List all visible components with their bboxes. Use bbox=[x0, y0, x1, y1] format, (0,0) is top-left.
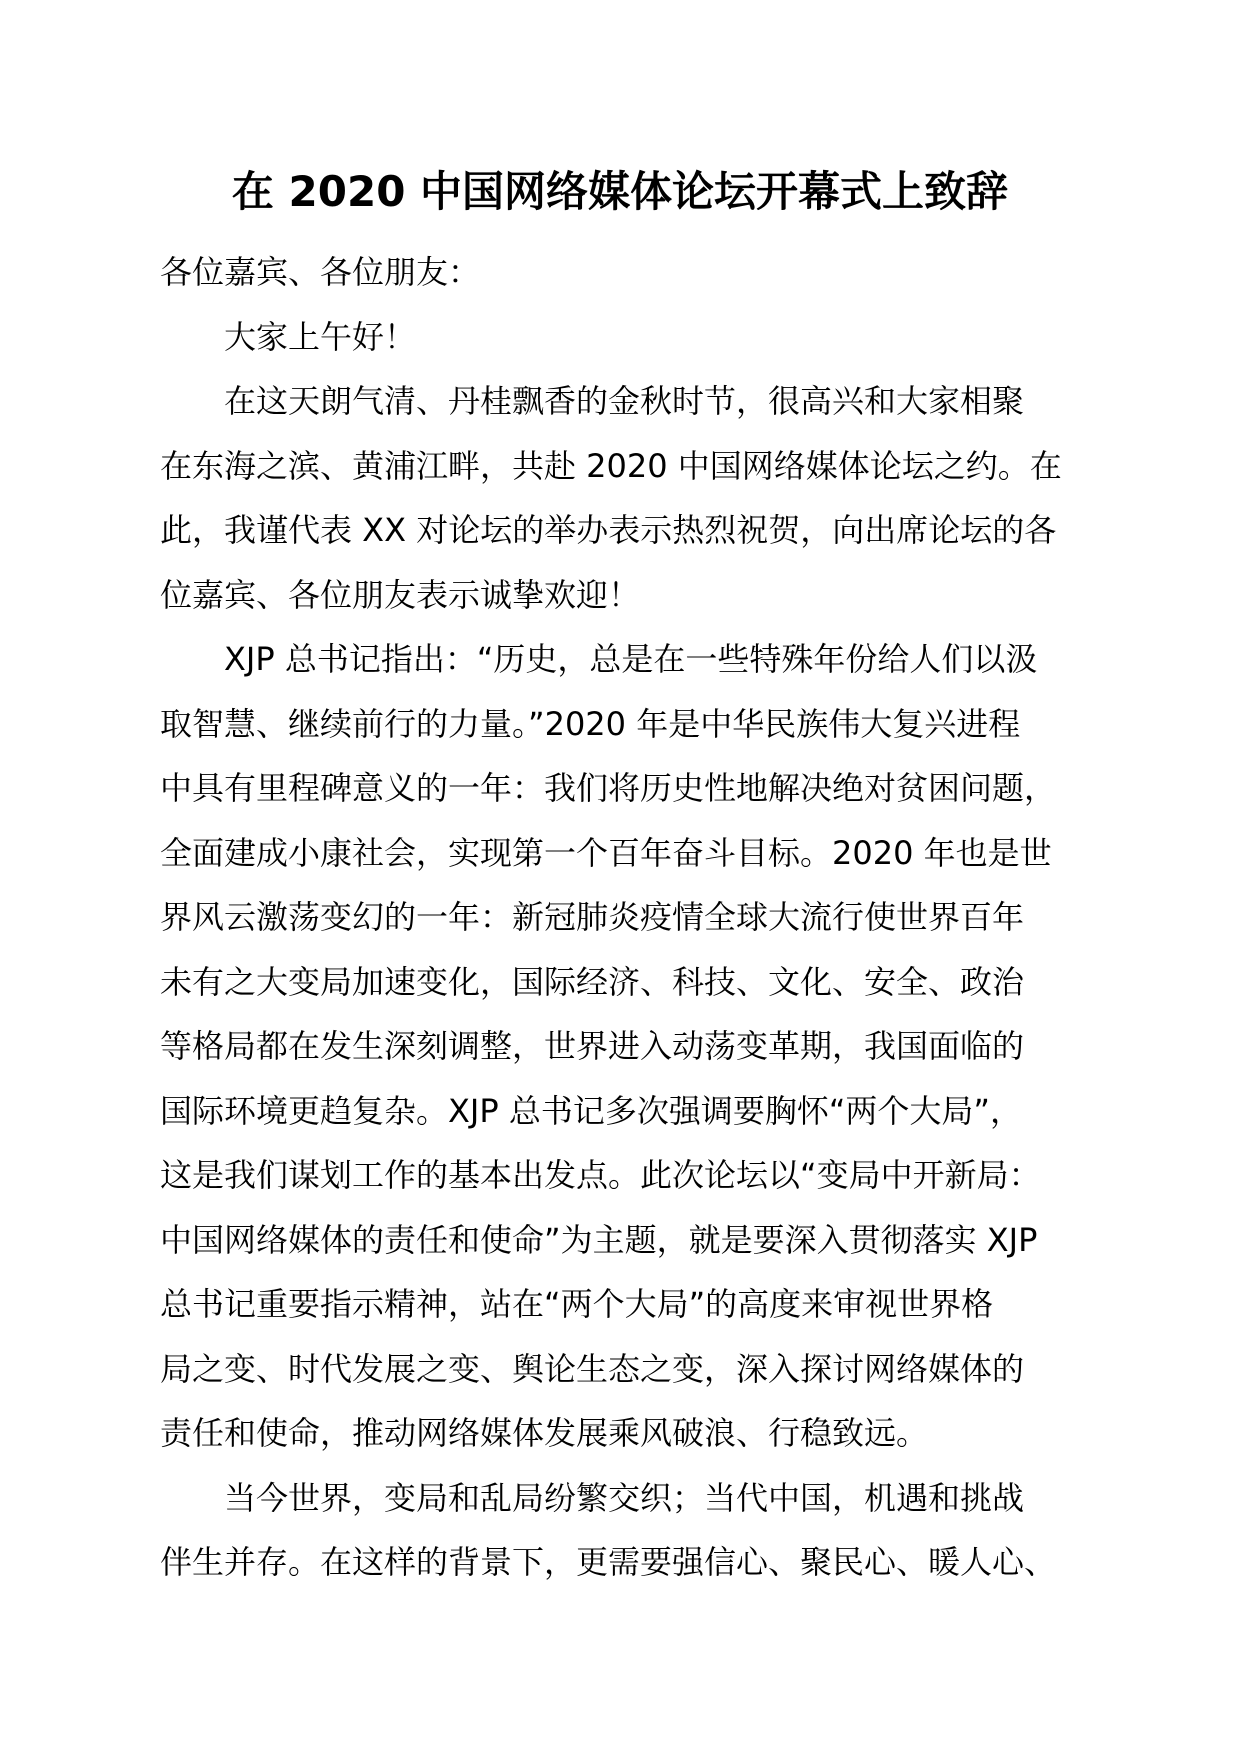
paragraph-2-line-5: 界风云激荡变幻的一年：新冠肺炎疫情全球大流行使世界百年 bbox=[160, 898, 1025, 936]
greeting-line: 大家上午好！ bbox=[224, 317, 417, 356]
paragraph-2-line-2: 取智慧、继续前行的力量。”2020 年是中华民族伟大复兴进程 bbox=[160, 704, 1021, 743]
paragraph-2-line-12: 局之变、时代发展之变、舆论生态之变，深入探讨网络媒体的 bbox=[160, 1349, 1025, 1388]
paragraph-1-line-2: 在东海之滨、黄浦江畔，共赴 2020 中国网络媒体论坛之约。在 bbox=[160, 446, 1062, 485]
paragraph-2-line-13: 责任和使命，推动网络媒体发展乘风破浪、行稳致远。 bbox=[160, 1414, 929, 1452]
salutation-line: 各位嘉宾、各位朋友： bbox=[160, 253, 481, 291]
paragraph-2-line-8: 国际环境更趋复杂。XJP 总书记多次强调要胸怀“两个大局”， bbox=[160, 1091, 1022, 1130]
paragraph-1-line-4: 位嘉宾、各位朋友表示诚挚欢迎！ bbox=[160, 575, 641, 614]
document-body bbox=[160, 240, 1105, 1595]
paragraph-3-line-1: 当今世界，变局和乱局纷繁交织；当代中国，机遇和挑战 bbox=[224, 1478, 1025, 1517]
paragraph-2-line-11: 总书记重要指示精神，站在“两个大局”的高度来审视世界格 bbox=[160, 1285, 994, 1323]
paragraph-2-line-10: 中国网络媒体的责任和使命”为主题，就是要深入贯彻落实 XJP bbox=[160, 1220, 1038, 1259]
paragraph-2-line-1: XJP 总书记指出：“历史，总是在一些特殊年份给人们以汲 bbox=[224, 640, 1038, 678]
paragraph-2-line-7: 等格局都在发生深刻调整，世界进入动荡变革期，我国面临的 bbox=[160, 1027, 1025, 1065]
paragraph-3-line-2: 伴生并存。在这样的背景下，更需要强信心、聚民心、暖人心、 bbox=[160, 1543, 1057, 1581]
document-title: 在 2020 中国网络媒体论坛开幕式上致辞 bbox=[231, 167, 1009, 216]
paragraph-1-line-3: 此，我谨代表 XX 对论坛的举办表示热烈祝贺，向出席论坛的各 bbox=[160, 511, 1057, 549]
paragraph-1-line-1: 在这天朗气清、丹桂飘香的金秋时节，很高兴和大家相聚 bbox=[224, 382, 1025, 420]
paragraph-2-line-4: 全面建成小康社会，实现第一个百年奋斗目标。2020 年也是世 bbox=[160, 833, 1052, 872]
paragraph-2-line-9: 这是我们谋划工作的基本出发点。此次论坛以“变局中开新局： bbox=[160, 1156, 1041, 1194]
paragraph-2-line-6: 未有之大变局加速变化，国际经济、科技、文化、安全、政治 bbox=[160, 962, 1025, 1001]
paragraph-2-line-3: 中具有里程碑意义的一年：我们将历史性地解决绝对贫困问题， bbox=[160, 769, 1057, 807]
